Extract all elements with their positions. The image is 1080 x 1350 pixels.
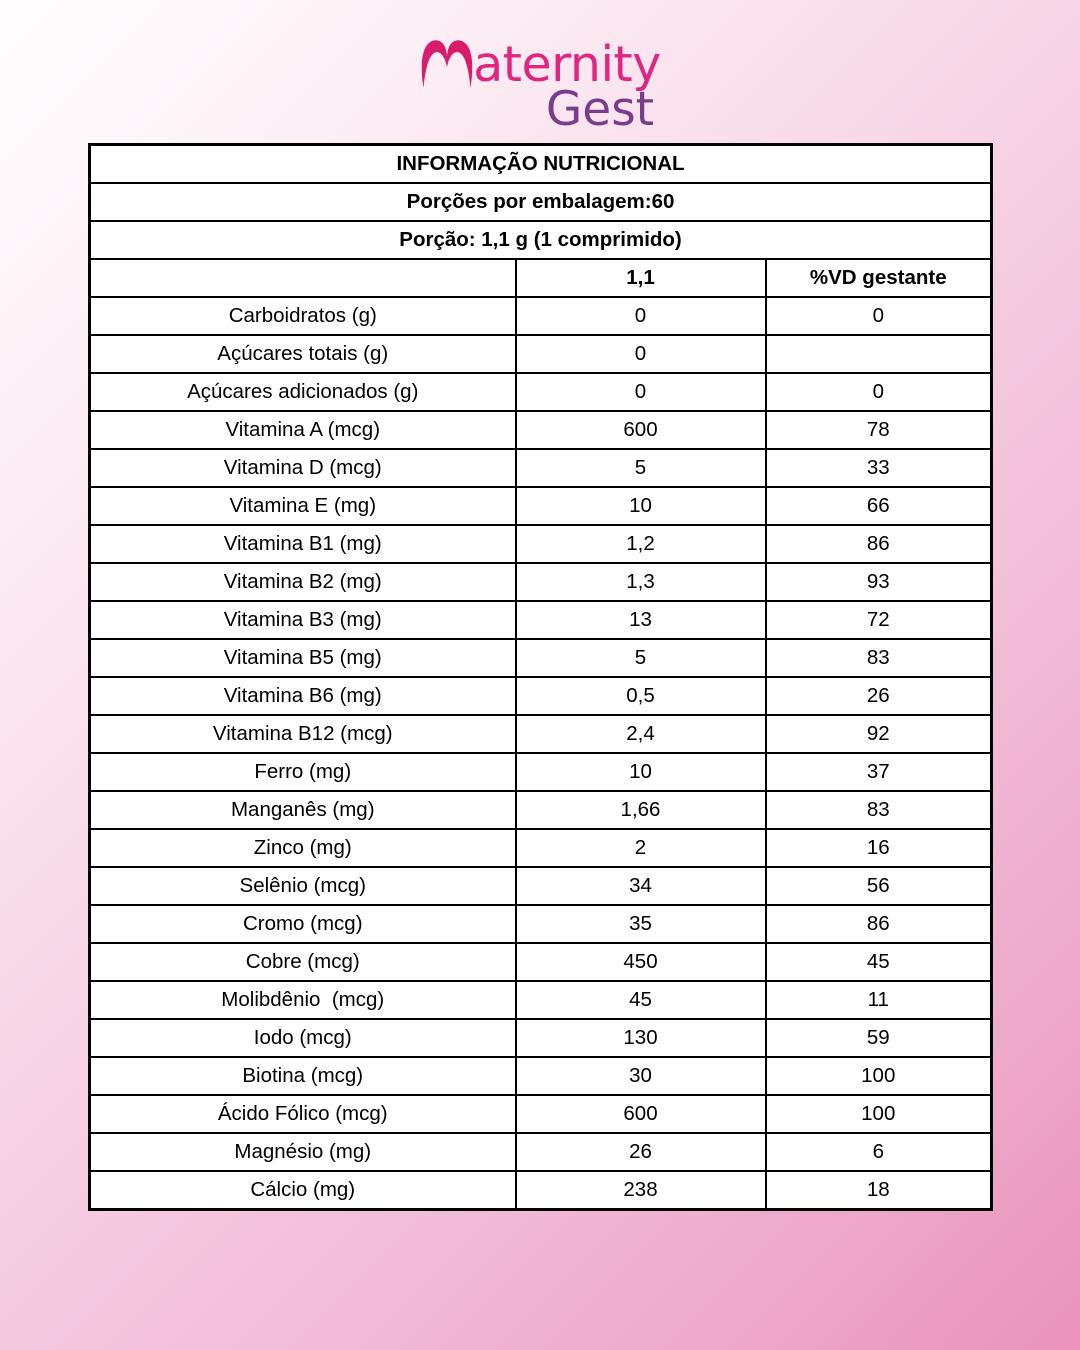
heart-letter-m-icon <box>419 36 475 90</box>
cell-nutrient: Vitamina B3 (mg) <box>90 601 516 639</box>
table-row <box>90 525 992 563</box>
cell-nutrient: Biotina (mcg) <box>90 1057 516 1095</box>
cell-nutrient: Vitamina D (mcg) <box>90 449 516 487</box>
nutrition-title: INFORMAÇÃO NUTRICIONAL <box>90 145 992 184</box>
cell-amount: 2,4 <box>516 715 766 753</box>
cell-amount: 34 <box>516 867 766 905</box>
servings-per-package: Porções por embalagem:60 <box>90 183 992 221</box>
cell-vd: 93 <box>766 563 992 601</box>
table-row <box>90 563 992 601</box>
cell-nutrient: Molibdênio (mcg) <box>90 981 516 1019</box>
column-header-vd: %VD gestante <box>766 259 992 297</box>
table-row <box>90 829 992 867</box>
cell-vd: 6 <box>766 1133 992 1171</box>
cell-nutrient: Magnésio (mg) <box>90 1133 516 1171</box>
table-row <box>90 753 992 791</box>
table-row <box>90 981 992 1019</box>
cell-amount: 0,5 <box>516 677 766 715</box>
cell-vd: 56 <box>766 867 992 905</box>
cell-vd: 11 <box>766 981 992 1019</box>
cell-nutrient: Açúcares totais (g) <box>90 335 516 373</box>
cell-amount: 45 <box>516 981 766 1019</box>
table-row <box>90 487 992 525</box>
column-header-amount: 1,1 <box>516 259 766 297</box>
cell-amount: 0 <box>516 297 766 335</box>
table-row <box>90 449 992 487</box>
table-row-title <box>90 145 992 184</box>
cell-vd: 26 <box>766 677 992 715</box>
cell-amount: 10 <box>516 487 766 525</box>
table-row <box>90 411 992 449</box>
cell-vd: 37 <box>766 753 992 791</box>
table-row <box>90 677 992 715</box>
cell-vd: 18 <box>766 1171 992 1210</box>
cell-nutrient: Vitamina B1 (mg) <box>90 525 516 563</box>
cell-vd: 33 <box>766 449 992 487</box>
table-row <box>90 1057 992 1095</box>
table-row <box>90 335 992 373</box>
cell-vd: 86 <box>766 525 992 563</box>
cell-nutrient: Cálcio (mg) <box>90 1171 516 1210</box>
brand-logo <box>0 34 1080 137</box>
cell-nutrient: Manganês (mg) <box>90 791 516 829</box>
table-row <box>90 905 992 943</box>
table-row <box>90 943 992 981</box>
cell-nutrient: Selênio (mcg) <box>90 867 516 905</box>
cell-nutrient: Carboidratos (g) <box>90 297 516 335</box>
cell-amount: 450 <box>516 943 766 981</box>
cell-amount: 10 <box>516 753 766 791</box>
cell-nutrient: Ácido Fólico (mcg) <box>90 1095 516 1133</box>
cell-vd <box>766 335 992 373</box>
table-row <box>90 1171 992 1210</box>
table-row <box>90 297 992 335</box>
table-row <box>90 1133 992 1171</box>
nutrition-table-body <box>90 145 992 1210</box>
table-row <box>90 601 992 639</box>
cell-amount: 35 <box>516 905 766 943</box>
cell-vd: 100 <box>766 1095 992 1133</box>
cell-nutrient: Vitamina B12 (mcg) <box>90 715 516 753</box>
cell-nutrient: Vitamina B6 (mg) <box>90 677 516 715</box>
cell-amount: 5 <box>516 449 766 487</box>
cell-nutrient: Vitamina B2 (mg) <box>90 563 516 601</box>
cell-amount: 26 <box>516 1133 766 1171</box>
table-row <box>90 373 992 411</box>
cell-vd: 0 <box>766 297 992 335</box>
cell-nutrient: Ferro (mg) <box>90 753 516 791</box>
cell-vd: 86 <box>766 905 992 943</box>
cell-vd: 59 <box>766 1019 992 1057</box>
cell-amount: 2 <box>516 829 766 867</box>
cell-vd: 45 <box>766 943 992 981</box>
table-row <box>90 791 992 829</box>
cell-amount: 1,3 <box>516 563 766 601</box>
cell-nutrient: Vitamina E (mg) <box>90 487 516 525</box>
cell-nutrient: Cobre (mcg) <box>90 943 516 981</box>
cell-amount: 1,2 <box>516 525 766 563</box>
cell-vd: 92 <box>766 715 992 753</box>
cell-vd: 0 <box>766 373 992 411</box>
cell-vd: 66 <box>766 487 992 525</box>
brand-line-top <box>419 34 661 92</box>
table-row <box>90 715 992 753</box>
table-row-serving-size <box>90 221 992 259</box>
nutrition-table <box>88 143 993 1211</box>
cell-amount: 13 <box>516 601 766 639</box>
cell-nutrient: Vitamina B5 (mg) <box>90 639 516 677</box>
cell-amount: 0 <box>516 335 766 373</box>
cell-amount: 1,66 <box>516 791 766 829</box>
cell-vd: 72 <box>766 601 992 639</box>
cell-amount: 0 <box>516 373 766 411</box>
cell-amount: 600 <box>516 1095 766 1133</box>
cell-nutrient: Vitamina A (mcg) <box>90 411 516 449</box>
cell-amount: 5 <box>516 639 766 677</box>
cell-amount: 130 <box>516 1019 766 1057</box>
nutrition-facts-panel <box>88 143 990 1211</box>
cell-nutrient: Cromo (mcg) <box>90 905 516 943</box>
cell-nutrient: Zinco (mg) <box>90 829 516 867</box>
table-row <box>90 639 992 677</box>
table-row <box>90 867 992 905</box>
cell-nutrient: Iodo (mcg) <box>90 1019 516 1057</box>
cell-vd: 16 <box>766 829 992 867</box>
cell-vd: 78 <box>766 411 992 449</box>
brand-word-top: aternity <box>473 36 661 93</box>
table-row <box>90 1019 992 1057</box>
table-row-servings-per-package <box>90 183 992 221</box>
cell-vd: 83 <box>766 791 992 829</box>
cell-amount: 600 <box>516 411 766 449</box>
cell-amount: 238 <box>516 1171 766 1210</box>
serving-size: Porção: 1,1 g (1 comprimido) <box>90 221 992 259</box>
cell-vd: 83 <box>766 639 992 677</box>
cell-nutrient: Açúcares adicionados (g) <box>90 373 516 411</box>
column-header-nutrient <box>90 259 516 297</box>
table-row <box>90 1095 992 1133</box>
table-row-column-headers <box>90 259 992 297</box>
brand-word-bottom: Gest <box>545 82 655 137</box>
cell-vd: 100 <box>766 1057 992 1095</box>
cell-amount: 30 <box>516 1057 766 1095</box>
